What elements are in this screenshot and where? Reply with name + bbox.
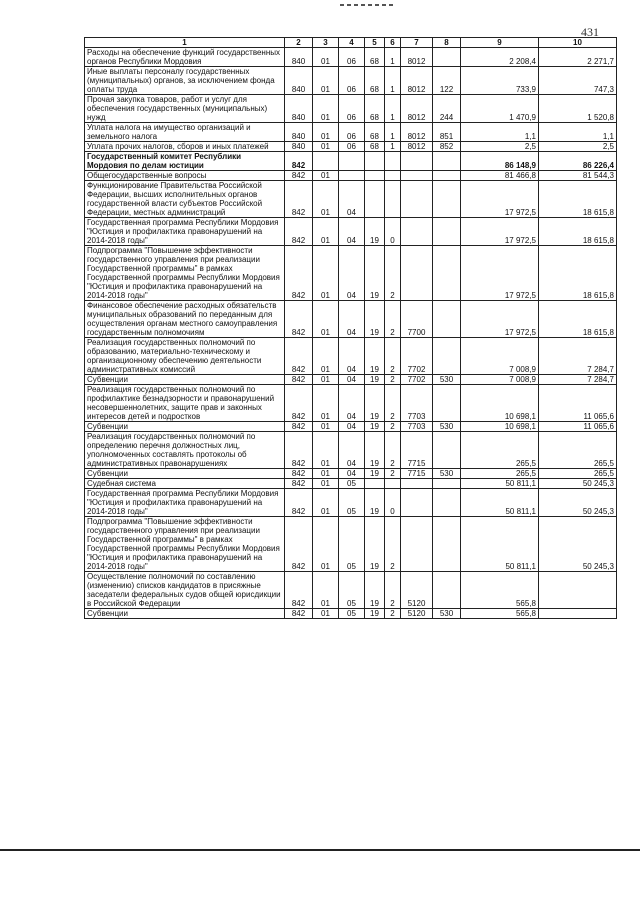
cell-code <box>433 479 461 489</box>
cell-code: 842 <box>285 422 313 432</box>
cell-code: 2 <box>385 469 401 479</box>
cell-code: 840 <box>285 123 313 142</box>
cell-code: 19 <box>365 218 385 246</box>
cell-code <box>365 171 385 181</box>
table-row <box>85 95 617 123</box>
cell-code <box>433 517 461 572</box>
cell-code: 2 <box>385 385 401 422</box>
cell-code: 244 <box>433 95 461 123</box>
cell-code <box>339 152 365 171</box>
cell-amount: 2 208,4 <box>461 48 539 67</box>
row-name: Государственная программа Республики Мордовия "Юстиция и профилактика правонарушений на 2014-2018 годы" <box>85 489 285 517</box>
header-row <box>85 38 617 48</box>
cell-code: 7700 <box>401 301 433 338</box>
column-header: 1 <box>85 38 285 48</box>
cell-amount: 7 008,9 <box>461 338 539 375</box>
cell-code: 05 <box>339 489 365 517</box>
cell-amount: 17 972,5 <box>461 218 539 246</box>
row-name: Уплата налога на имущество организаций и земельного налога <box>85 123 285 142</box>
cell-code: 19 <box>365 609 385 619</box>
scan-mark <box>340 4 396 6</box>
cell-code: 7702 <box>401 375 433 385</box>
table-row <box>85 432 617 469</box>
cell-code: 7703 <box>401 385 433 422</box>
cell-code <box>313 152 339 171</box>
cell-amount: 18 615,8 <box>539 301 617 338</box>
cell-amount: 17 972,5 <box>461 181 539 218</box>
cell-code: 06 <box>339 48 365 67</box>
cell-code <box>401 181 433 218</box>
cell-code: 68 <box>365 67 385 95</box>
cell-code: 122 <box>433 67 461 95</box>
cell-code: 7702 <box>401 338 433 375</box>
cell-amount <box>539 609 617 619</box>
cell-code: 01 <box>313 67 339 95</box>
row-name: Субвенции <box>85 609 285 619</box>
table-row <box>85 517 617 572</box>
cell-code: 842 <box>285 218 313 246</box>
cell-code: 2 <box>385 338 401 375</box>
cell-code: 842 <box>285 375 313 385</box>
cell-code <box>401 218 433 246</box>
table-row <box>85 489 617 517</box>
cell-code: 19 <box>365 385 385 422</box>
cell-code <box>433 338 461 375</box>
cell-code <box>433 385 461 422</box>
cell-amount: 11 065,6 <box>539 385 617 422</box>
cell-code: 1 <box>385 67 401 95</box>
cell-amount: 50 245,3 <box>539 489 617 517</box>
cell-amount: 747,3 <box>539 67 617 95</box>
table-row <box>85 422 617 432</box>
cell-code <box>433 301 461 338</box>
row-name: Функционирование Правительства Российской Федерации, высших исполнительных органов государственной власти субъектов Российской Федерации, местных администраций <box>85 181 285 218</box>
row-name: Субвенции <box>85 422 285 432</box>
column-header: 6 <box>385 38 401 48</box>
table-row <box>85 246 617 301</box>
cell-code <box>401 479 433 489</box>
cell-code: 01 <box>313 489 339 517</box>
cell-code: 01 <box>313 123 339 142</box>
table-row <box>85 385 617 422</box>
cell-code <box>385 171 401 181</box>
cell-code: 840 <box>285 48 313 67</box>
cell-code: 01 <box>313 142 339 152</box>
table-row <box>85 152 617 171</box>
cell-code: 19 <box>365 432 385 469</box>
cell-code: 01 <box>313 422 339 432</box>
cell-code: 19 <box>365 572 385 609</box>
table-row <box>85 181 617 218</box>
cell-code: 842 <box>285 489 313 517</box>
cell-code: 8012 <box>401 95 433 123</box>
cell-code <box>365 181 385 218</box>
cell-code: 01 <box>313 479 339 489</box>
cell-code <box>433 171 461 181</box>
cell-amount: 265,5 <box>461 432 539 469</box>
cell-code: 852 <box>433 142 461 152</box>
cell-code: 01 <box>313 432 339 469</box>
cell-code: 19 <box>365 246 385 301</box>
row-name: Осуществление полномочий по составлению (изменению) списков кандидатов в присяжные заседатели федеральных судов общей юрисдикции в Российской Федерации <box>85 572 285 609</box>
cell-code: 19 <box>365 489 385 517</box>
column-header: 8 <box>433 38 461 48</box>
cell-amount: 565,8 <box>461 572 539 609</box>
cell-amount: 18 615,8 <box>539 246 617 301</box>
cell-code: 68 <box>365 142 385 152</box>
cell-code: 5120 <box>401 572 433 609</box>
cell-code: 8012 <box>401 48 433 67</box>
cell-code: 04 <box>339 301 365 338</box>
cell-code: 2 <box>385 609 401 619</box>
column-header: 9 <box>461 38 539 48</box>
cell-amount <box>539 572 617 609</box>
cell-code: 2 <box>385 422 401 432</box>
cell-amount: 18 615,8 <box>539 218 617 246</box>
cell-code: 05 <box>339 609 365 619</box>
row-name: Подпрограмма "Повышение эффективности государственного управления при реализации Государственной программы" в рамках Государственной программы Республики Мордовия "Юстиция и профилактика правонарушений на 2014-2018 годы" <box>85 246 285 301</box>
cell-amount: 11 065,6 <box>539 422 617 432</box>
table-row <box>85 142 617 152</box>
cell-code: 01 <box>313 301 339 338</box>
cell-code: 1 <box>385 95 401 123</box>
cell-amount: 86 226,4 <box>539 152 617 171</box>
row-name: Субвенции <box>85 375 285 385</box>
cell-code: 530 <box>433 469 461 479</box>
cell-code: 2 <box>385 375 401 385</box>
cell-code: 04 <box>339 422 365 432</box>
table-row <box>85 375 617 385</box>
cell-code: 05 <box>339 572 365 609</box>
cell-code: 851 <box>433 123 461 142</box>
cell-code: 842 <box>285 517 313 572</box>
cell-code: 8012 <box>401 123 433 142</box>
cell-code: 7715 <box>401 432 433 469</box>
budget-table <box>84 37 617 619</box>
cell-code <box>401 171 433 181</box>
cell-code: 68 <box>365 95 385 123</box>
cell-code <box>401 489 433 517</box>
cell-code: 19 <box>365 301 385 338</box>
cell-amount: 1,1 <box>539 123 617 142</box>
table-row <box>85 123 617 142</box>
cell-code: 01 <box>313 48 339 67</box>
cell-code: 842 <box>285 301 313 338</box>
cell-code: 01 <box>313 469 339 479</box>
page-edge-line <box>0 849 640 851</box>
cell-code: 06 <box>339 123 365 142</box>
cell-code <box>433 432 461 469</box>
cell-code <box>365 479 385 489</box>
cell-code <box>433 152 461 171</box>
cell-code <box>433 489 461 517</box>
cell-code: 5120 <box>401 609 433 619</box>
cell-code <box>385 479 401 489</box>
cell-code: 04 <box>339 246 365 301</box>
row-name: Государственный комитет Республики Мордовия по делам юстиции <box>85 152 285 171</box>
table-row <box>85 479 617 489</box>
cell-amount: 50 245,3 <box>539 479 617 489</box>
column-header: 7 <box>401 38 433 48</box>
cell-code: 842 <box>285 479 313 489</box>
cell-amount: 7 284,7 <box>539 338 617 375</box>
cell-code: 2 <box>385 572 401 609</box>
table-row <box>85 301 617 338</box>
cell-code <box>401 246 433 301</box>
column-header: 4 <box>339 38 365 48</box>
cell-code: 04 <box>339 375 365 385</box>
column-header: 2 <box>285 38 313 48</box>
cell-code: 530 <box>433 609 461 619</box>
cell-code <box>365 152 385 171</box>
cell-code: 06 <box>339 67 365 95</box>
cell-amount: 1 470,9 <box>461 95 539 123</box>
cell-amount: 81 544,3 <box>539 171 617 181</box>
cell-amount: 733,9 <box>461 67 539 95</box>
row-name: Реализация государственных полномочий по определению перечня должностных лиц, уполномоченных составлять протоколы об административных правонарушениях <box>85 432 285 469</box>
cell-code: 68 <box>365 48 385 67</box>
cell-amount: 50 811,1 <box>461 517 539 572</box>
cell-code: 04 <box>339 385 365 422</box>
row-name: Прочая закупка товаров, работ и услуг для обеспечения государственных (муниципальных) нужд <box>85 95 285 123</box>
row-name: Расходы на обеспечение функций государственных органов Республики Мордовия <box>85 48 285 67</box>
column-header: 10 <box>539 38 617 48</box>
cell-code <box>401 517 433 572</box>
page-number: 431 <box>581 25 599 39</box>
cell-code: 01 <box>313 218 339 246</box>
cell-code: 06 <box>339 95 365 123</box>
cell-amount: 565,8 <box>461 609 539 619</box>
cell-code: 01 <box>313 171 339 181</box>
cell-code: 8012 <box>401 142 433 152</box>
cell-code: 842 <box>285 385 313 422</box>
cell-code: 840 <box>285 95 313 123</box>
cell-amount: 265,5 <box>539 432 617 469</box>
cell-code: 01 <box>313 246 339 301</box>
cell-amount: 17 972,5 <box>461 301 539 338</box>
cell-amount: 17 972,5 <box>461 246 539 301</box>
row-name: Подпрограмма "Повышение эффективности государственного управления при реализации Государственной программы" в рамках Государственной программы Республики Мордовия "Юстиция и профилактика правонарушений на 2014-2018 годы" <box>85 517 285 572</box>
cell-code: 01 <box>313 375 339 385</box>
cell-code: 842 <box>285 181 313 218</box>
cell-code <box>385 152 401 171</box>
cell-code: 06 <box>339 142 365 152</box>
cell-code: 842 <box>285 609 313 619</box>
cell-code: 05 <box>339 479 365 489</box>
cell-amount: 50 245,3 <box>539 517 617 572</box>
cell-amount: 81 466,8 <box>461 171 539 181</box>
cell-code: 04 <box>339 338 365 375</box>
cell-amount: 7 284,7 <box>539 375 617 385</box>
cell-code <box>401 152 433 171</box>
cell-code <box>433 572 461 609</box>
cell-code: 04 <box>339 432 365 469</box>
cell-code: 1 <box>385 48 401 67</box>
table-row <box>85 338 617 375</box>
cell-amount: 10 698,1 <box>461 422 539 432</box>
cell-code: 19 <box>365 469 385 479</box>
cell-code: 01 <box>313 181 339 218</box>
cell-code: 2 <box>385 517 401 572</box>
cell-code: 530 <box>433 422 461 432</box>
row-name: Субвенции <box>85 469 285 479</box>
row-name: Иные выплаты персоналу государственных (муниципальных) органов, за исключением фонда оплаты труда <box>85 67 285 95</box>
row-name: Уплата прочих налогов, сборов и иных платежей <box>85 142 285 152</box>
cell-code: 7715 <box>401 469 433 479</box>
cell-code: 2 <box>385 301 401 338</box>
table-row <box>85 609 617 619</box>
cell-code: 842 <box>285 469 313 479</box>
cell-amount: 265,5 <box>539 469 617 479</box>
cell-code: 01 <box>313 517 339 572</box>
cell-code: 01 <box>313 95 339 123</box>
cell-code: 05 <box>339 517 365 572</box>
cell-code: 842 <box>285 171 313 181</box>
cell-amount: 1 520,8 <box>539 95 617 123</box>
cell-code: 840 <box>285 67 313 95</box>
cell-code: 2 <box>385 432 401 469</box>
table-row <box>85 218 617 246</box>
cell-code: 842 <box>285 338 313 375</box>
cell-amount: 86 148,9 <box>461 152 539 171</box>
cell-code <box>433 181 461 218</box>
cell-amount: 2,5 <box>461 142 539 152</box>
cell-amount: 7 008,9 <box>461 375 539 385</box>
cell-code: 842 <box>285 246 313 301</box>
row-name: Реализация государственных полномочий по профилактике безнадзорности и правонарушений несовершеннолетних, защите прав и законных интересов детей и подростков <box>85 385 285 422</box>
cell-code: 19 <box>365 338 385 375</box>
cell-code: 530 <box>433 375 461 385</box>
cell-code: 01 <box>313 609 339 619</box>
cell-code: 2 <box>385 246 401 301</box>
row-name: Судебная система <box>85 479 285 489</box>
cell-code <box>433 48 461 67</box>
row-name: Общегосударственные вопросы <box>85 171 285 181</box>
cell-amount: 50 811,1 <box>461 489 539 517</box>
cell-code <box>339 171 365 181</box>
cell-code: 19 <box>365 517 385 572</box>
cell-code: 04 <box>339 469 365 479</box>
table-row <box>85 171 617 181</box>
cell-code: 19 <box>365 422 385 432</box>
cell-code: 01 <box>313 338 339 375</box>
cell-amount: 265,5 <box>461 469 539 479</box>
cell-code: 04 <box>339 181 365 218</box>
cell-code: 04 <box>339 218 365 246</box>
cell-amount: 2 271,7 <box>539 48 617 67</box>
cell-amount: 2,5 <box>539 142 617 152</box>
cell-code: 842 <box>285 572 313 609</box>
cell-code <box>385 181 401 218</box>
cell-code <box>433 218 461 246</box>
cell-amount: 1,1 <box>461 123 539 142</box>
cell-code: 19 <box>365 375 385 385</box>
row-name: Реализация государственных полномочий по образованию, материально-техническому и организационному обеспечению деятельности административных комиссий <box>85 338 285 375</box>
cell-code <box>433 246 461 301</box>
cell-code: 842 <box>285 152 313 171</box>
cell-code: 7703 <box>401 422 433 432</box>
cell-amount: 10 698,1 <box>461 385 539 422</box>
table-row <box>85 48 617 67</box>
table-row <box>85 469 617 479</box>
cell-amount: 50 811,1 <box>461 479 539 489</box>
cell-code: 840 <box>285 142 313 152</box>
cell-code: 1 <box>385 142 401 152</box>
cell-code: 68 <box>365 123 385 142</box>
cell-code: 01 <box>313 572 339 609</box>
table-row <box>85 67 617 95</box>
cell-code: 0 <box>385 489 401 517</box>
row-name: Государственная программа Республики Мордовия "Юстиция и профилактика правонарушений на 2014-2018 годы" <box>85 218 285 246</box>
column-header: 3 <box>313 38 339 48</box>
cell-amount: 18 615,8 <box>539 181 617 218</box>
cell-code: 0 <box>385 218 401 246</box>
table-row <box>85 572 617 609</box>
cell-code: 8012 <box>401 67 433 95</box>
cell-code: 01 <box>313 385 339 422</box>
column-header: 5 <box>365 38 385 48</box>
cell-code: 842 <box>285 432 313 469</box>
row-name: Финансовое обеспечение расходных обязательств муниципальных образований по переданным для осуществления органам местного самоуправления государственным полномочиям <box>85 301 285 338</box>
cell-code: 1 <box>385 123 401 142</box>
